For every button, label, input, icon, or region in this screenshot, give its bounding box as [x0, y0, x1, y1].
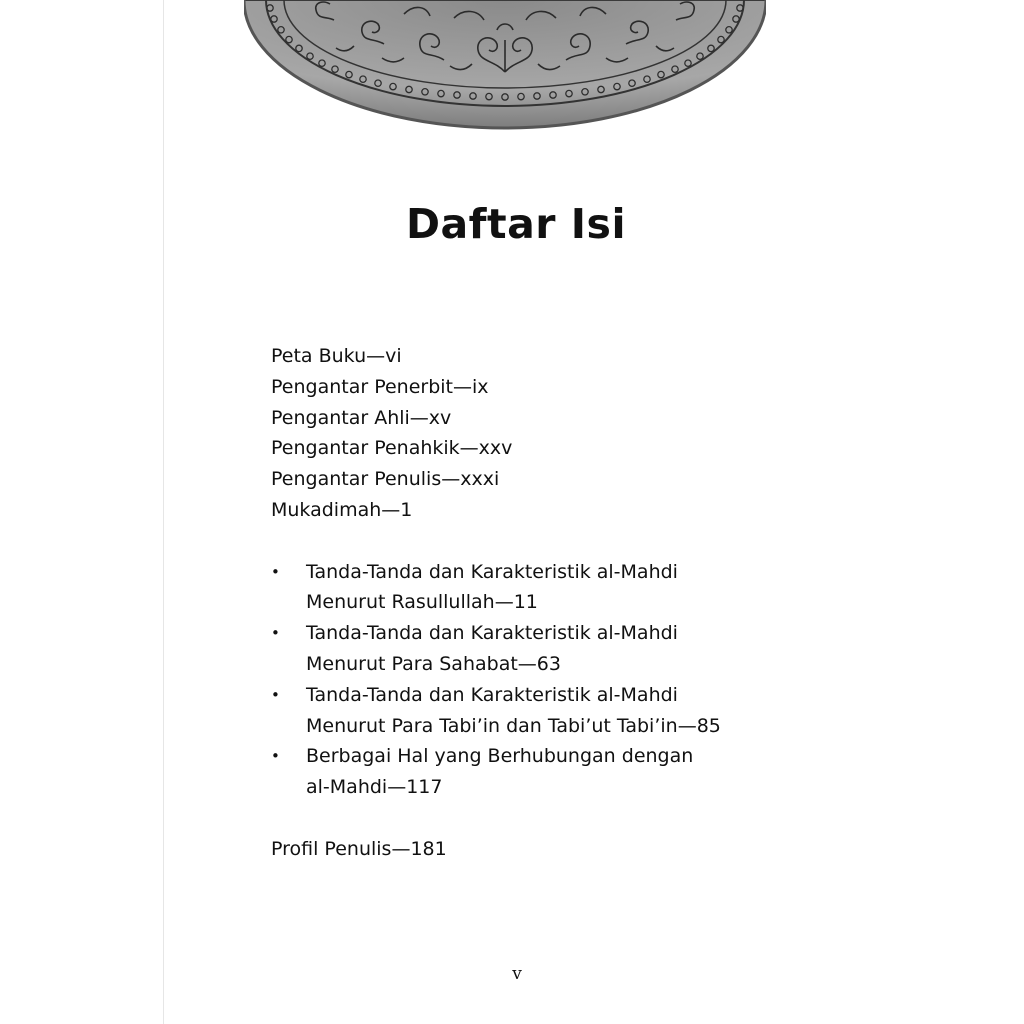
toc-entry-pengantar-penerbit: Pengantar Penerbit—ix — [271, 375, 489, 398]
section-spacer — [271, 526, 751, 557]
chapter-title-line: Berbagai Hal yang Berhubungan dengan — [306, 745, 694, 768]
chapter-item — [271, 557, 751, 619]
bullet-icon: • — [271, 747, 280, 766]
chapter-item — [271, 741, 751, 803]
chapter-title-line: Tanda-Tanda dan Karakteristik al-Mahdi — [306, 560, 678, 583]
section-spacer — [271, 803, 751, 834]
toc-entry-profil-penulis: Profil Penulis—181 — [271, 837, 447, 860]
toc-entry-pengantar-penahkik: Pengantar Penahkik—xxv — [271, 437, 513, 460]
page-binding-edge — [163, 0, 164, 1024]
toc-entry-peta-buku: Peta Buku—vi — [271, 345, 402, 367]
chapter-title-line: Menurut Para Sahabat—63 — [306, 652, 561, 675]
chapter-title-line: Menurut Rasullullah—11 — [306, 591, 538, 614]
chapter-item — [271, 618, 751, 680]
chapter-title-line: Tanda-Tanda dan Karakteristik al-Mahdi — [306, 622, 678, 645]
page-title: Daftar Isi — [405, 200, 626, 248]
toc-entry-pengantar-penulis: Pengantar Penulis—xxxi — [271, 468, 500, 491]
chapter-title-line: Menurut Para Tabi’in dan Tabi’ut Tabi’in—85 — [306, 714, 721, 737]
chapter-title-line: Tanda-Tanda dan Karakteristik al-Mahdi — [306, 683, 678, 706]
chapter-item — [271, 680, 751, 742]
toc-entry-mukadimah: Mukadimah—1 — [271, 498, 413, 521]
chapter-title-line: al-Mahdi—117 — [306, 776, 443, 799]
page-number: v — [512, 964, 522, 984]
bullet-icon: • — [271, 562, 280, 581]
bullet-icon: • — [271, 685, 280, 704]
toc-entry-pengantar-ahli: Pengantar Ahli—xv — [271, 406, 452, 429]
chapter-list — [271, 557, 751, 803]
bullet-icon: • — [271, 624, 280, 643]
ornamental-medallion-icon — [244, 0, 766, 132]
table-of-contents — [271, 341, 751, 865]
